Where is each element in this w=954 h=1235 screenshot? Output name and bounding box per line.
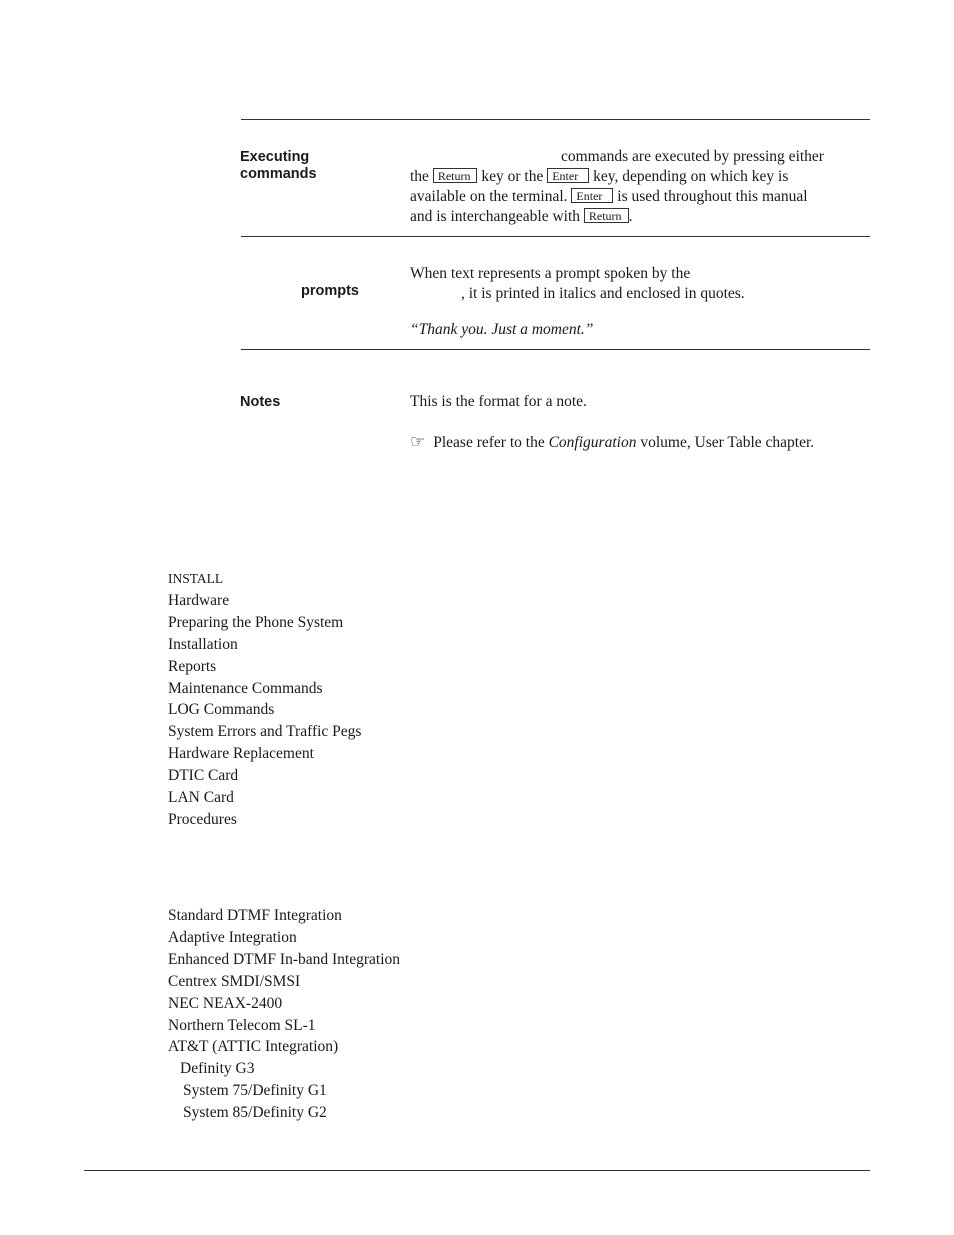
executing-label-line1: Executing [240,149,310,165]
list-item: System 85/Definity G2 [183,1104,327,1122]
pointing-hand-icon: ☞ [410,432,426,452]
list-item: Definity G3 [180,1060,255,1078]
list-item: Installation [168,635,238,653]
return-key: Return [584,208,629,223]
note-line: ☞ Please refer to the Configuration volume, User Table chapter. [410,432,815,452]
list-item: Reports [168,657,217,675]
section-divider [241,236,870,237]
prompt-example: “Thank you. Just a moment.” [410,321,594,338]
executing-commands-body: commands are executed by pressing either the Return key or the Enter key, depending on which key is available on the terminal. Enter is used throughout this manual and is interchangeable with Return . [410,148,824,225]
list-item: Hardware [168,591,230,609]
notes-body [410,392,850,453]
prompts-text-line1: When text represents a prompt spoken by the [410,265,691,282]
list-item: System Errors and Traffic Pegs [168,723,362,741]
list-item: DTIC Card [168,767,239,785]
list-item: INSTALL [168,571,224,586]
executing-label-line2: commands [240,166,317,182]
list-item: Maintenance Commands [168,679,323,697]
integration-list [168,905,400,1124]
enter-key: Enter [571,188,613,203]
executing-commands-label [240,149,317,183]
prompts-label: prompts [301,283,359,299]
prompts-text-line2: , it is printed in italics and enclosed in quotes. [461,285,745,302]
install-volume-list [168,568,361,831]
list-item: Standard DTMF Integration [168,907,342,924]
list-item: Northern Telecom SL-1 [168,1016,316,1034]
list-item: Enhanced DTMF In-band Integration [168,950,401,968]
executing-text-line1: commands are executed by pressing either [561,148,824,165]
return-key: Return [433,168,478,183]
configuration-volume-title: Configuration [548,434,637,451]
list-item: Adaptive Integration [168,928,297,946]
list-item: Procedures [168,810,237,828]
prompts-body [410,264,850,340]
enter-key: Enter [547,168,589,183]
list-item: Preparing the Phone System [168,613,344,631]
list-item: LAN Card [168,789,234,807]
list-item: System 75/Definity G1 [183,1082,327,1100]
list-item: Centrex SMDI/SMSI [168,972,301,990]
footer-divider [84,1170,870,1171]
list-item: NEC NEAX-2400 [168,994,283,1012]
list-item: AT&T (ATTIC Integration) [168,1038,339,1056]
list-item: Hardware Replacement [168,745,314,763]
list-item: LOG Commands [168,701,275,719]
notes-label: Notes [240,394,281,410]
top-divider [241,119,870,120]
notes-text: This is the format for a note. [410,393,587,410]
section-divider [241,349,870,350]
